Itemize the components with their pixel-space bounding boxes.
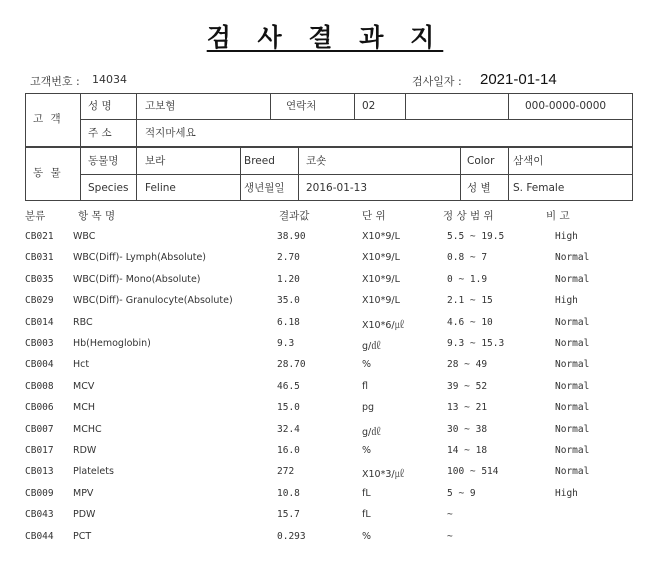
test-unit: pg <box>362 402 375 414</box>
table-row <box>0 531 650 552</box>
table-row <box>0 295 650 316</box>
test-range: 0 ~ 1.9 <box>447 273 488 285</box>
customer-number-label: 고객번호 : <box>30 75 80 88</box>
contact-label: 연락처 <box>286 100 317 112</box>
test-unit: X10*9/L <box>362 295 400 307</box>
test-code: CB044 <box>25 530 54 542</box>
birth-date: 2016-01-13 <box>306 182 368 194</box>
test-range: 30 ~ 38 <box>447 423 488 435</box>
col-line <box>298 146 299 201</box>
test-name: MCHC <box>73 423 102 435</box>
test-value: 1.20 <box>277 273 300 285</box>
animal-section-label: 동 물 <box>33 167 63 179</box>
test-value: 272 <box>277 466 295 478</box>
test-range: ~ <box>447 509 453 521</box>
test-range: ~ <box>447 530 453 542</box>
test-range: 13 ~ 21 <box>447 402 488 414</box>
table-row <box>0 466 650 487</box>
header-result: 결과값 <box>279 210 310 222</box>
phone-number: 000-0000-0000 <box>525 100 607 112</box>
header-unit: 단 위 <box>362 210 386 222</box>
test-range: 100 ~ 514 <box>447 466 499 478</box>
test-code: CB007 <box>25 423 54 435</box>
table-row <box>0 509 650 530</box>
test-name: WBC(Diff)- Mono(Absolute) <box>73 273 201 285</box>
test-remark: Normal <box>555 273 590 285</box>
test-name: PDW <box>73 509 96 521</box>
test-range: 9.3 ~ 15.3 <box>447 338 505 349</box>
test-remark: Normal <box>555 445 590 456</box>
test-range: 4.6 ~ 10 <box>447 316 493 328</box>
header-remark: 비 고 <box>546 210 570 222</box>
test-unit: fl <box>362 380 368 392</box>
test-range: 5 ~ 9 <box>447 487 476 499</box>
test-name: Hct <box>73 359 90 371</box>
birth-label: 생년월일 <box>244 182 285 194</box>
col-line <box>460 146 461 201</box>
test-unit: % <box>362 530 372 542</box>
test-name: MCV <box>73 380 95 392</box>
test-name: Hb(Hemoglobin) <box>73 338 151 349</box>
test-code: CB035 <box>25 273 54 285</box>
section-divider <box>25 146 633 148</box>
test-name: WBC(Diff)- Granulocyte(Absolute) <box>73 295 233 307</box>
test-name: PCT <box>73 530 92 542</box>
table-row <box>0 402 650 423</box>
test-range: 14 ~ 18 <box>447 445 488 456</box>
exam-date: 2021-01-14 <box>480 71 557 88</box>
col-line <box>354 93 355 119</box>
address-label: 주 소 <box>88 127 112 139</box>
test-code: CB004 <box>25 359 54 371</box>
test-code: CB029 <box>25 295 54 307</box>
test-remark: Normal <box>555 359 590 371</box>
col-line <box>136 93 137 201</box>
name-label: 성 명 <box>88 100 112 112</box>
header-category: 분류 <box>25 210 46 222</box>
test-unit: g/㎗ <box>362 341 381 352</box>
col-line <box>270 93 271 119</box>
test-name: RBC <box>73 316 93 328</box>
header-item: 항 목 명 <box>78 210 116 222</box>
table-row <box>0 317 650 338</box>
test-value: 9.3 <box>277 338 295 349</box>
address-value: 적지마세요 <box>145 127 196 139</box>
test-value: 46.5 <box>277 380 300 392</box>
test-value: 6.18 <box>277 316 300 328</box>
breed-value: 코숏 <box>306 155 327 167</box>
test-name: WBC(Diff)- Lymph(Absolute) <box>73 252 207 264</box>
contact-code: 02 <box>362 100 376 112</box>
test-remark: Normal <box>555 402 590 414</box>
row-line <box>80 174 633 175</box>
test-remark: Normal <box>555 380 590 392</box>
test-value: 2.70 <box>277 252 300 264</box>
table-row <box>0 252 650 273</box>
test-unit: g/㎗ <box>362 426 381 438</box>
customer-number: 14034 <box>92 73 127 86</box>
test-remark: Normal <box>555 338 590 349</box>
test-code: CB021 <box>25 231 54 242</box>
test-code: CB017 <box>25 445 54 456</box>
test-range: 28 ~ 49 <box>447 359 488 371</box>
col-line <box>405 93 406 119</box>
test-unit: fL <box>362 487 371 499</box>
header-range: 정 상 범 위 <box>443 210 494 222</box>
test-value: 35.0 <box>277 295 300 307</box>
col-line <box>80 93 81 201</box>
test-value: 38.90 <box>277 231 306 242</box>
table-row <box>0 381 650 402</box>
test-code: CB013 <box>25 466 54 478</box>
test-value: 16.0 <box>277 445 300 456</box>
test-value: 28.70 <box>277 359 306 371</box>
customer-name: 고보혐 <box>145 100 176 112</box>
test-range: 5.5 ~ 19.5 <box>447 231 505 242</box>
test-unit: X10*9/L <box>362 252 400 264</box>
test-code: CB003 <box>25 338 54 349</box>
test-name: MCH <box>73 402 95 414</box>
customer-section-label: 고 객 <box>33 113 63 125</box>
test-unit: X10*9/L <box>362 231 400 242</box>
test-unit: % <box>362 445 372 456</box>
table-row <box>0 424 650 445</box>
breed-label: Breed <box>244 155 275 167</box>
species-label: Species <box>88 182 129 194</box>
exam-date-label: 검사일자 : <box>412 75 462 88</box>
row-line <box>80 119 633 120</box>
test-value: 0.293 <box>277 530 306 542</box>
test-code: CB043 <box>25 509 54 521</box>
animal-name-label: 동물명 <box>88 155 119 167</box>
col-line <box>508 146 509 201</box>
test-code: CB009 <box>25 487 54 499</box>
species-value: Feline <box>145 182 176 194</box>
test-remark: Normal <box>555 316 590 328</box>
test-range: 0.8 ~ 7 <box>447 252 488 264</box>
table-row <box>0 445 650 466</box>
test-code: CB008 <box>25 380 54 392</box>
test-value: 10.8 <box>277 487 300 499</box>
col-line <box>240 146 241 201</box>
test-unit: X10*3/㎕ <box>362 469 405 481</box>
test-name: RDW <box>73 445 97 456</box>
table-row <box>0 488 650 509</box>
table-row <box>0 274 650 295</box>
color-value: 삼색이 <box>513 155 544 167</box>
test-range: 2.1 ~ 15 <box>447 295 493 307</box>
table-row <box>0 338 650 359</box>
table-row <box>0 231 650 252</box>
test-unit: % <box>362 359 372 371</box>
test-value: 15.7 <box>277 509 300 521</box>
sex-value: S. Female <box>513 182 565 194</box>
test-value: 32.4 <box>277 423 300 435</box>
report-title: 검 사 결 과 지 <box>206 23 444 52</box>
col-line <box>508 93 509 119</box>
test-remark: High <box>555 231 578 242</box>
test-remark: High <box>555 295 578 307</box>
test-name: Platelets <box>73 466 114 478</box>
test-value: 15.0 <box>277 402 300 414</box>
sex-label: 성 별 <box>467 182 491 194</box>
test-code: CB031 <box>25 252 54 264</box>
test-name: MPV <box>73 487 94 499</box>
animal-name: 보라 <box>145 155 166 167</box>
test-unit: X10*6/㎕ <box>362 319 405 331</box>
test-unit: fL <box>362 509 371 521</box>
test-remark: Normal <box>555 252 590 264</box>
test-range: 39 ~ 52 <box>447 380 488 392</box>
test-remark: Normal <box>555 423 590 435</box>
test-remark: High <box>555 487 578 499</box>
table-row <box>0 359 650 380</box>
test-unit: X10*9/L <box>362 273 400 285</box>
test-code: CB014 <box>25 316 54 328</box>
color-label: Color <box>467 155 495 167</box>
test-name: WBC <box>73 231 96 242</box>
test-remark: Normal <box>555 466 590 478</box>
test-code: CB006 <box>25 402 54 414</box>
